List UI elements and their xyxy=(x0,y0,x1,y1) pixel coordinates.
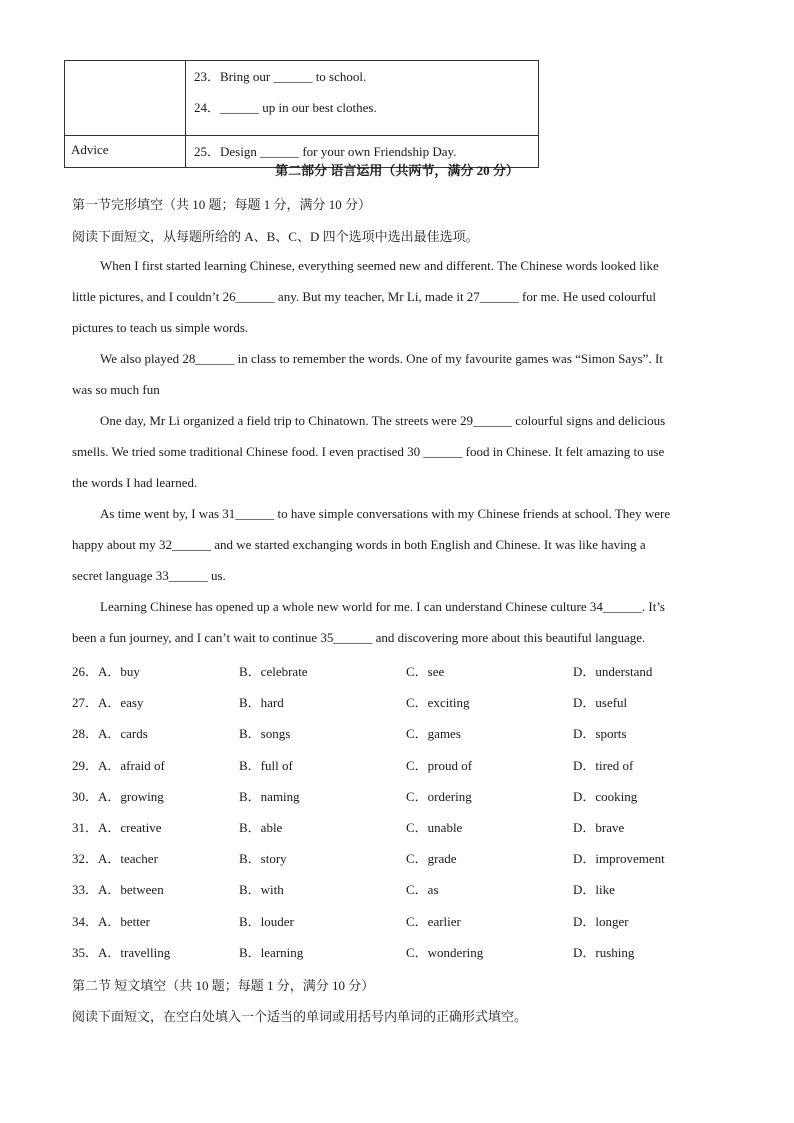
table-row xyxy=(65,61,539,136)
passage-line: When I first started learning Chinese, everything seemed new and different. The Chinese words looked like xyxy=(100,258,659,273)
option-d: D．longer xyxy=(573,913,629,929)
passage-line: been a fun journey, and I can’t wait to continue 35______ and discovering more about this beautiful language. xyxy=(72,630,646,645)
option-a: 29．A．afraid of xyxy=(72,757,165,773)
option-c: C．unable xyxy=(406,819,463,835)
table-cell-items xyxy=(186,61,539,136)
options-row-30 xyxy=(72,781,722,812)
options-row-32 xyxy=(72,843,722,874)
section2-instruction: 阅读下面短文，在空白处填入一个适当的单词或用括号内单词的正确形式填空。 xyxy=(72,1009,528,1024)
passage-line: was so much fun xyxy=(72,382,160,397)
option-b: B．celebrate xyxy=(239,664,308,679)
options-row-29 xyxy=(72,750,722,781)
passage-line: Learning Chinese has opened up a whole new world for me. I can understand Chinese culture 34______. It’s xyxy=(100,599,665,614)
option-b: B．naming xyxy=(239,788,300,804)
options-row-33 xyxy=(72,874,722,905)
option-a: 33．A．between xyxy=(72,882,164,898)
cloze-passage xyxy=(72,250,718,653)
options-row-31 xyxy=(72,812,722,843)
option-d: D．sports xyxy=(573,726,627,742)
table-item-25: 25．Design ______ for your own Friendship Day. xyxy=(194,144,457,159)
passage-line: pictures to teach us simple words. xyxy=(72,320,249,335)
option-a: 27．A．easy xyxy=(72,695,144,711)
option-b: B．story xyxy=(239,851,287,867)
option-d: D．improvement xyxy=(573,851,665,867)
options-row-26 xyxy=(72,656,722,687)
option-d: D．like xyxy=(573,882,615,898)
option-d: D．tired of xyxy=(573,757,634,773)
passage-line: As time went by, I was 31______ to have simple conversations with my Chinese friends at school. They were xyxy=(100,506,671,521)
option-c: C．grade xyxy=(406,851,457,867)
option-b: B．learning xyxy=(239,944,304,960)
part2-title: 第二部分 语言运用（共两节，满分 20 分） xyxy=(275,163,519,178)
answer-options xyxy=(72,656,722,968)
option-d: D．brave xyxy=(573,819,625,835)
option-c: C．as xyxy=(406,882,439,898)
section2-heading: 第二节 短文填空（共 10 题；每题 1 分，满分 10 分） xyxy=(72,978,375,993)
section1-instruction: 阅读下面短文，从每题所给的 A、B、C、D 四个选项中选出最佳选项。 xyxy=(72,229,479,244)
options-row-28 xyxy=(72,718,722,749)
option-b: B．songs xyxy=(239,726,291,742)
option-c: C．games xyxy=(406,726,461,742)
passage-line: happy about my 32______ and we started exchanging words in both English and Chinese. It was like having a xyxy=(72,537,646,552)
option-a: 28．A．cards xyxy=(72,726,148,742)
passage-line: One day, Mr Li organized a field trip to Chinatown. The streets were 29______ colourful signs and delicious xyxy=(100,413,666,428)
option-d: D．cooking xyxy=(573,788,638,804)
passage-line: smells. We tried some traditional Chinese food. I even practised 30 ______ food in Chinese. It felt amazing to use xyxy=(72,444,665,459)
table-cell-label: Advice xyxy=(65,136,186,168)
options-row-35 xyxy=(72,937,722,968)
table-item-24: 24．______ up in our best clothes. xyxy=(194,100,377,115)
passage-line: little pictures, and I couldn’t 26______ any. But my teacher, Mr Li, made it 27______ for me. He used colourful xyxy=(72,289,656,304)
option-d: D．useful xyxy=(573,695,628,711)
option-d: D．understand xyxy=(573,664,653,679)
option-b: B．with xyxy=(239,882,284,898)
option-a: 26．A．buy xyxy=(72,664,140,679)
option-c: C．wondering xyxy=(406,944,484,960)
option-c: C．earlier xyxy=(406,913,461,929)
passage-line: We also played 28______ in class to remember the words. One of my favourite games was “Simon Says”. It xyxy=(100,351,663,366)
option-b: B．louder xyxy=(239,913,294,929)
option-a: 32．A．teacher xyxy=(72,851,158,867)
option-c: C．exciting xyxy=(406,695,470,711)
passage-line: the words I had learned. xyxy=(72,475,198,490)
option-a: 31．A．creative xyxy=(72,819,162,835)
table-cell-label xyxy=(65,61,186,136)
option-a: 35．A．travelling xyxy=(72,944,171,960)
option-c: C．proud of xyxy=(406,757,473,773)
options-row-34 xyxy=(72,906,722,937)
option-b: B．hard xyxy=(239,695,284,711)
option-a: 34．A．better xyxy=(72,913,150,929)
advice-table xyxy=(64,60,539,168)
option-c: C．ordering xyxy=(406,788,472,804)
option-b: B．able xyxy=(239,819,283,835)
option-a: 30．A．growing xyxy=(72,788,164,804)
options-row-27 xyxy=(72,687,722,718)
section1-heading: 第一节完形填空（共 10 题；每题 1 分，满分 10 分） xyxy=(72,197,372,212)
option-b: B．full of xyxy=(239,757,293,773)
table-item-23: 23．Bring our ______ to school. xyxy=(194,69,367,84)
option-c: C．see xyxy=(406,664,445,679)
option-d: D．rushing xyxy=(573,944,635,960)
passage-line: secret language 33______ us. xyxy=(72,568,226,583)
